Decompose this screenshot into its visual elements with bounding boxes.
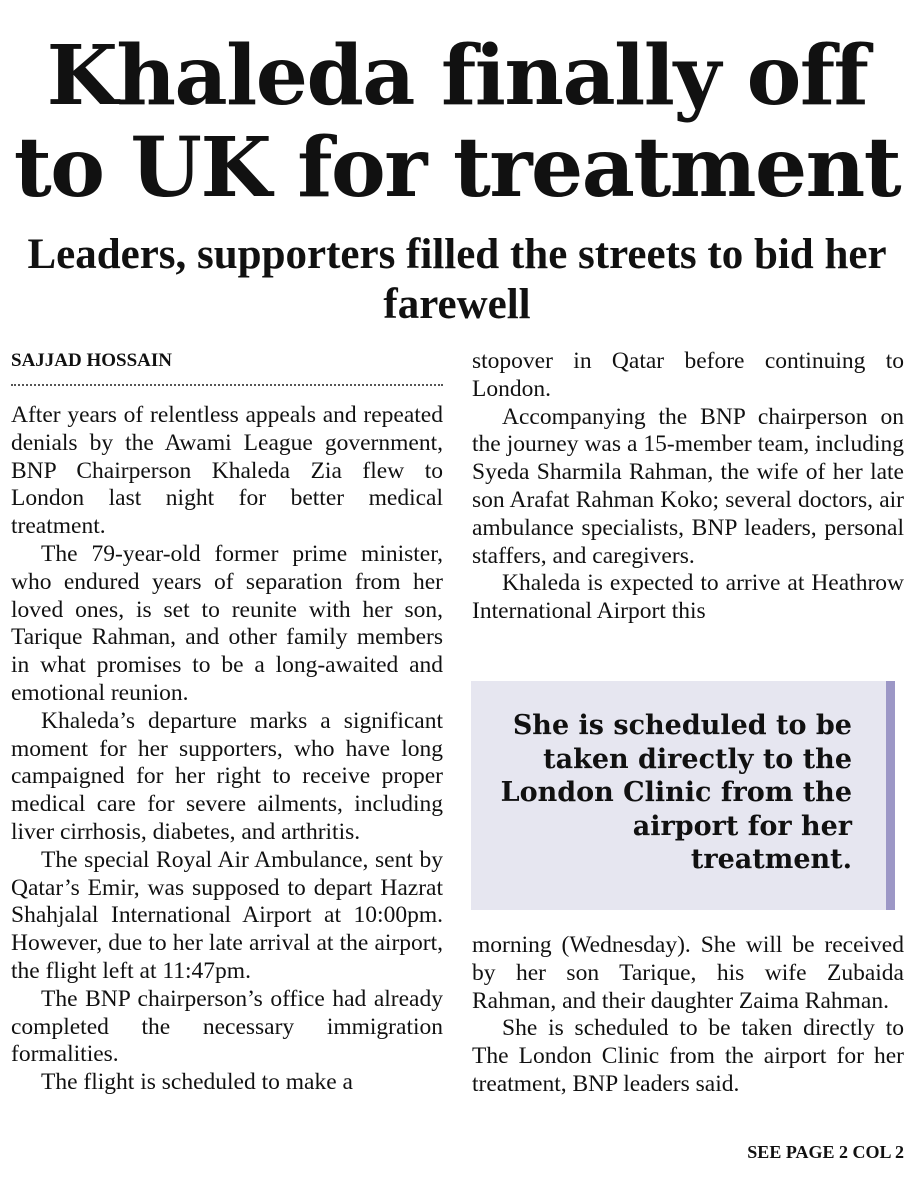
article-column-2-bottom	[472, 932, 904, 1099]
paragraph: The flight is scheduled to make a	[41, 1069, 353, 1096]
headline: Khaleda finally off to UK for treatment	[13, 28, 901, 216]
subheadline: Leaders, supporters filled the streets to bid her farewell	[27, 231, 887, 328]
article-column-1	[11, 402, 443, 1097]
pull-quote-text: She is scheduled to be taken directly to the London Clinic from the airport for her treatment.	[500, 710, 852, 875]
pull-quote	[471, 681, 895, 910]
paragraph: morning (Wednesday). She will be received by her son Tarique, his wife Zubaida Rahman, and their daughter Zaima Rahman.	[472, 932, 904, 1014]
paragraph: After years of relentless appeals and repeated denials by the Awami League government, BNP Chairperson Khaleda Zia flew to London last night for better medical treatment.	[11, 402, 443, 540]
continued-jump-line: SEE PAGE 2 COL 2	[747, 1142, 904, 1162]
paragraph: The special Royal Air Ambulance, sent by Qatar’s Emir, was supposed to depart Hazrat Shahjalal International Airport at 10:00pm. However, due to her late arrival at the airport, the flight left at 11:47pm.	[11, 846, 443, 984]
paragraph: The 79-year-old former prime minister, who endured years of separation from her loved ones, is set to reunite with her son, Tarique Rahman, and other family members in what promises to be a long-awaited and emotional reunion.	[11, 540, 443, 706]
paragraph: She is scheduled to be taken directly to The London Clinic from the airport for her treatment, BNP leaders said.	[472, 1015, 904, 1097]
paragraph: Khaleda’s departure marks a significant moment for her supporters, who have long campaigned for her right to receive proper medical care for severe ailments, including liver cirrhosis, diabetes, and arthritis.	[11, 707, 443, 845]
paragraph: The BNP chairperson’s office had already completed the necessary immigration formalities.	[11, 985, 443, 1068]
paragraph: stopover in Qatar before continuing to London.	[472, 348, 904, 402]
article-column-2-top	[472, 348, 904, 626]
paragraph: Khaleda is expected to arrive at Heathrow International Airport this	[472, 570, 904, 625]
paragraph: Accompanying the BNP chairperson on the journey was a 15-member team, including Syeda Sharmila Rahman, the wife of her late son Arafat Rahman Koko; several doctors, air ambulance specialists, BNP leaders, personal staffers, and caregivers.	[472, 403, 904, 569]
byline: SAJJAD HOSSAIN	[11, 350, 443, 386]
